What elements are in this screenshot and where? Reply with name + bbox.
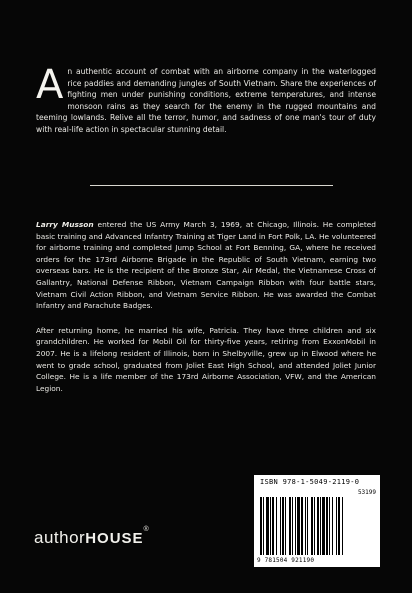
publisher-logo <box>34 528 149 548</box>
price-addon: 53199 <box>357 489 376 496</box>
divider-rule <box>90 185 333 186</box>
isbn-label: ISBN 978-1-5049-2119-0 <box>260 478 360 486</box>
blurb-text: n authentic account of combat with an airborne company in the waterlogged rice paddies and demanding jungles of South Vietnam. Share the experiences of fighting men under punishing conditions, extreme temperatures, and intense monsoon rains as they search for the enemy in the rugged mountains and teeming lowlands. Relive all the terror, humor, and sadness of one man's tour of duty with real-life action in spectacular stunning detail. <box>36 67 376 134</box>
author-name: Larry Musson <box>36 220 94 229</box>
registered-mark: ® <box>143 526 150 533</box>
publisher-prefix: author <box>34 528 86 547</box>
bio-paragraph-2: After returning home, he married his wife, Patricia. They have three children and six grandchildren. He worked for Mobil Oil for thirty-five years, retiring from ExxonMobil in 2007. He is a lifelong resident of Illinois, born in Shelbyville, grew up in Elwood where he went to grade school, graduated from Joliet East High School, and attended Joliet Junior College. He is a life member of the 173rd Airborne Association, VFW, and the American Legion. <box>36 325 376 393</box>
drop-cap: A <box>36 62 64 108</box>
author-bio <box>36 219 376 407</box>
isbn-barcode <box>254 475 380 567</box>
bio-paragraph-1 <box>36 219 376 312</box>
barcode-digits: 9 781504 921190 <box>257 557 315 564</box>
bio-paragraph-1-text: entered the US Army March 3, 1969, at Chicago, Illinois. He completed basic training and Advanced Infantry Training at Tiger Land in Fort Polk, LA. He volunteered for airborne training and completed Jump School at Fort Benning, GA, where he received orders for the 173rd Airborne Brigade in the Republic of South Vietnam, earning two overseas bars. He is the recipient of the Bronze Star, Air Medal, the Vietnamese Cross of Gallantry, National Defense Ribbon, Vietnam Campaign Ribbon with four battle stars, Vietnam Civil Action Ribbon, and Vietnam Service Ribbon. He was awarded the Combat Infantry and Parachute Badges. <box>36 220 376 311</box>
publisher-suffix: HOUSE <box>85 530 144 547</box>
back-cover-blurb <box>36 62 376 136</box>
barcode-bars-icon <box>260 497 374 557</box>
